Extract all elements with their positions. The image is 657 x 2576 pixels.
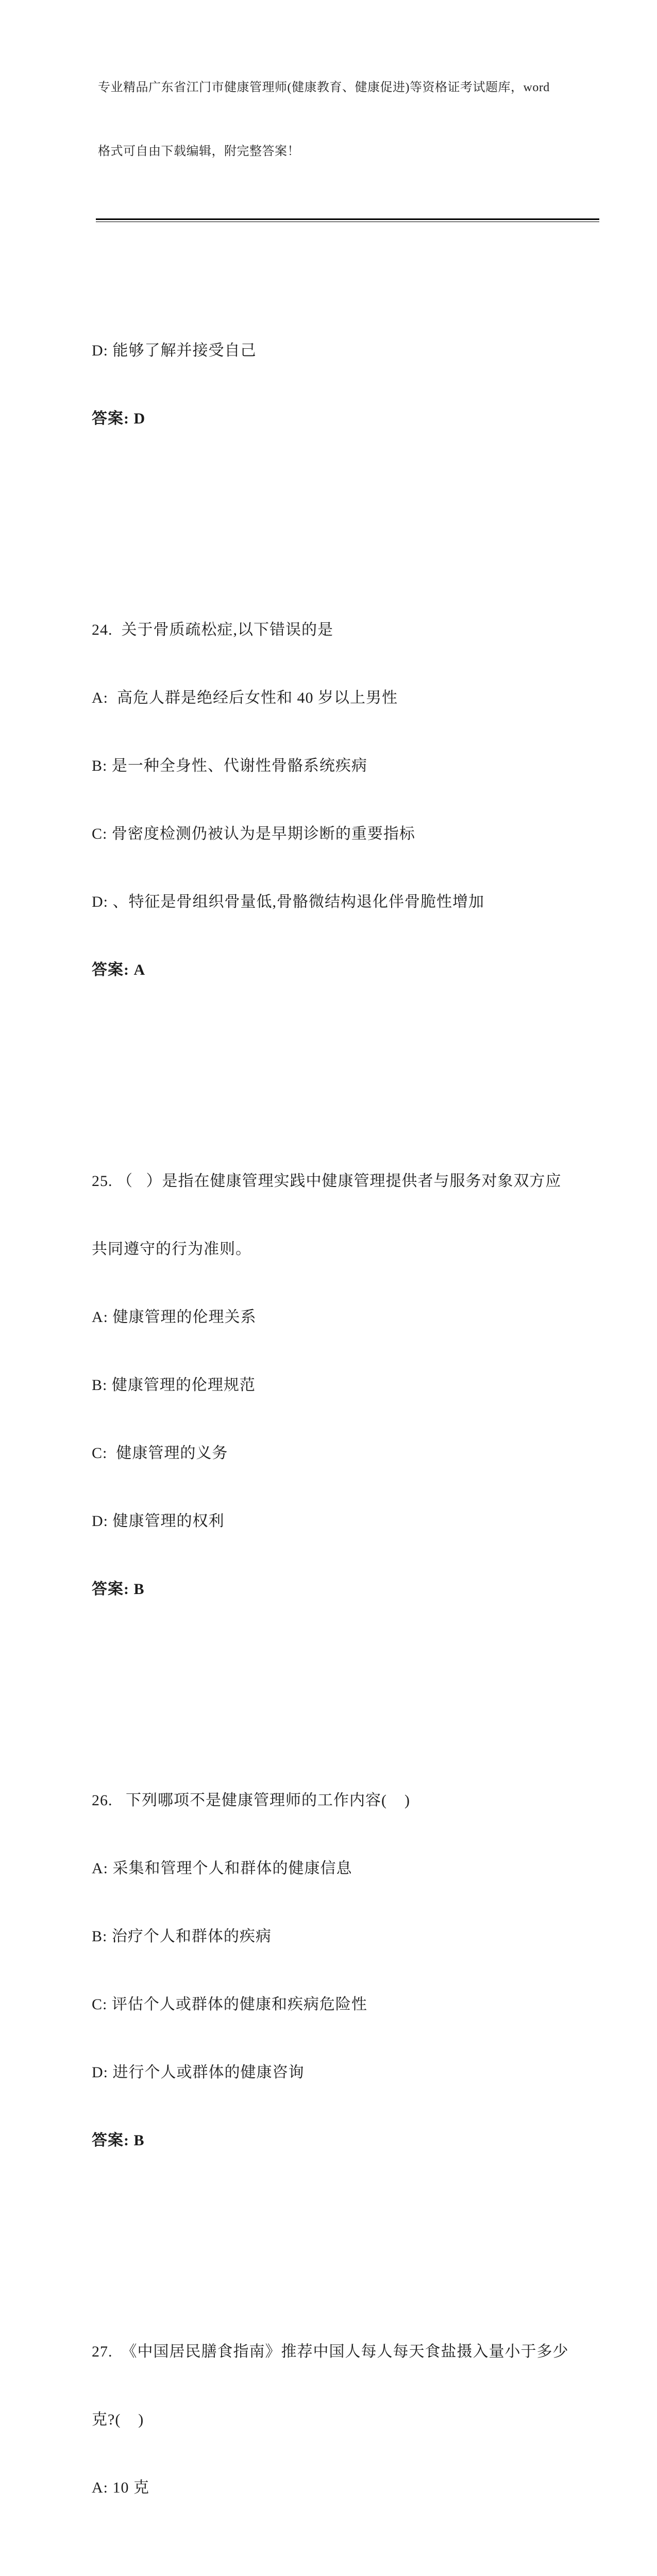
option-line: C: 骨密度检测仍被认为是早期诊断的重要指标 bbox=[92, 825, 415, 842]
question-stem: 27. 《中国居民膳食指南》推荐中国人每人每天食盐摄入量小于多少 bbox=[92, 2343, 569, 2360]
question-26 bbox=[92, 1744, 605, 2197]
question-stem: 24. 关于骨质疏松症,以下错误的是 bbox=[92, 621, 333, 638]
option-line: D: 能够了解并接受自己 bbox=[92, 342, 257, 359]
option-line: A: 健康管理的伦理关系 bbox=[92, 1309, 257, 1326]
header-line-2: 格式可自由下载编辑，附完整答案！ bbox=[98, 145, 300, 158]
carryover-block bbox=[92, 294, 605, 476]
option-line: B: 健康管理的伦理规范 bbox=[92, 1377, 256, 1394]
option-line: D: 进行个人或群体的健康咨询 bbox=[92, 2064, 305, 2081]
option-line: D: 、特征是骨组织骨量低,骨骼微结构退化伴骨脆性增加 bbox=[92, 893, 484, 910]
header-divider bbox=[96, 218, 599, 222]
option-line: A: 10 克 bbox=[92, 2479, 149, 2496]
option-line: C: 评估个人或群体的健康和疾病危险性 bbox=[92, 1996, 367, 2013]
option-line: C: 健康管理的义务 bbox=[92, 1445, 228, 1462]
document-body bbox=[92, 226, 605, 2576]
header-line-1: 专业精品广东省江门市健康管理师(健康教育、健康促进)等资格证考试题库，word bbox=[98, 81, 550, 94]
answer-line: 答案: B bbox=[92, 1581, 145, 1598]
option-line: D: 健康管理的权利 bbox=[92, 1513, 225, 1530]
question-stem: 25. （ ）是指在健康管理实践中健康管理提供者与服务对象双方应 bbox=[92, 1173, 562, 1190]
question-25 bbox=[92, 1125, 605, 1646]
question-24 bbox=[92, 573, 605, 1027]
question-stem: 共同遵守的行为准则。 bbox=[92, 1241, 251, 1258]
answer-line: 答案: D bbox=[92, 410, 146, 427]
page-header bbox=[98, 36, 605, 205]
question-stem: 克?( ) bbox=[92, 2411, 144, 2428]
option-line: A: 高危人群是绝经后女性和 40 岁以上男性 bbox=[92, 689, 398, 706]
option-line: B: 治疗个人和群体的疾病 bbox=[92, 1928, 272, 1945]
answer-line: 答案: A bbox=[92, 961, 146, 978]
question-27 bbox=[92, 2295, 605, 2545]
option-line: B: 是一种全身性、代谢性骨骼系统疾病 bbox=[92, 757, 367, 774]
question-stem: 26. 下列哪项不是健康管理师的工作内容( ) bbox=[92, 1792, 410, 1809]
answer-line: 答案: B bbox=[92, 2132, 145, 2149]
option-line: A: 采集和管理个人和群体的健康信息 bbox=[92, 1860, 352, 1877]
